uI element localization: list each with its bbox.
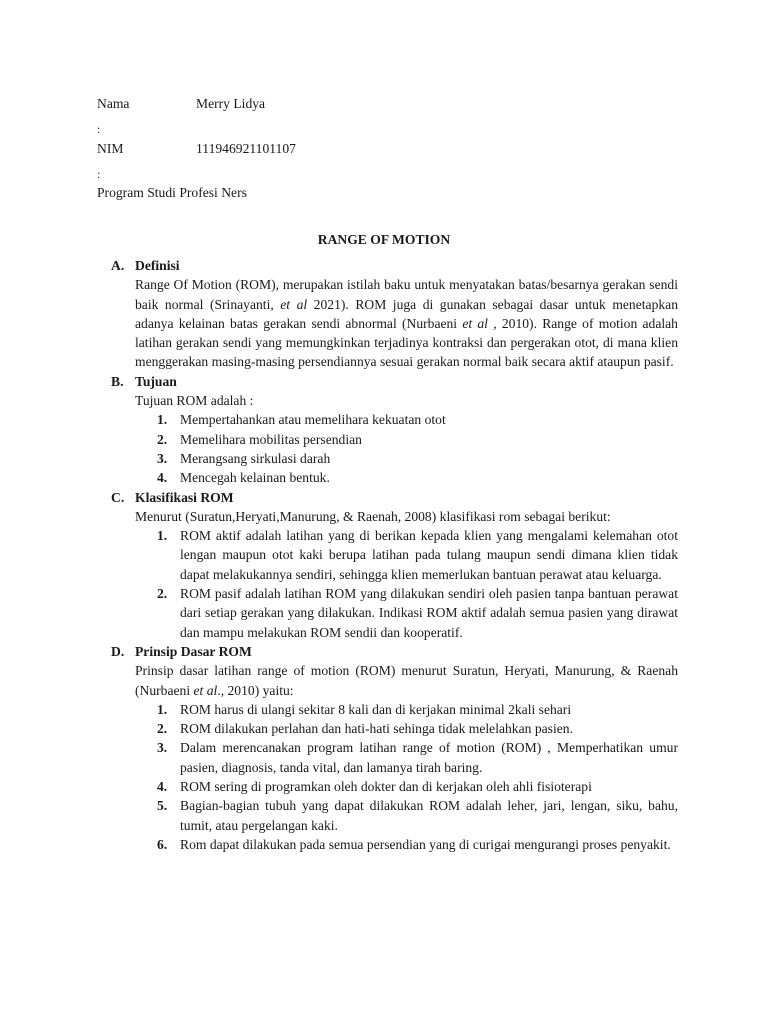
section-heading: [111, 372, 678, 391]
section-title: Klasifikasi ROM: [135, 489, 234, 505]
italic-run: et al: [193, 682, 218, 698]
list-number: 1.: [157, 412, 168, 428]
section-intro: [135, 661, 678, 700]
section-letter: D.: [111, 643, 125, 659]
section-heading: [111, 488, 678, 507]
tujuan-list: [135, 410, 678, 487]
list-text: ROM sering di programkan oleh dokter dan di kerjakan oleh ahli fisioterapi: [180, 779, 592, 795]
program-studi: Program Studi Profesi Ners: [97, 185, 247, 200]
text-run: , 2010). Range of motion adalah latihan gerakan sendi yang memungkinkan terjadinya kontraksi dan pergerakan otot, di mana klien menggerakan masing-masing persendiannya sesuai gerakan normal baik secara aktif ataupun pasif.: [135, 315, 678, 370]
section-title: Definisi: [135, 258, 180, 273]
list-text: Merangsang sirkulasi darah: [180, 450, 331, 466]
list-item: [135, 449, 678, 468]
nama-label: Nama: [97, 96, 130, 111]
list-number: 3.: [157, 450, 168, 466]
section-heading: [111, 256, 678, 275]
list-item: [135, 584, 678, 642]
list-number: 4.: [157, 470, 168, 486]
list-text: Bagian-bagian tubuh yang dapat dilakukan ROM adalah leher, jari, lengan, siku, bahu, tumit, atau pergelangan kaki.: [180, 798, 678, 833]
list-item: [135, 468, 678, 487]
section-title: Prinsip Dasar ROM: [135, 643, 252, 659]
list-item: [135, 430, 678, 449]
list-number: 6.: [157, 836, 168, 852]
list-item: [135, 410, 678, 429]
list-item: [135, 526, 678, 584]
text-run: ., 2010) yaitu:: [217, 682, 294, 698]
list-number: 2.: [157, 431, 168, 447]
section-letter: C.: [111, 489, 125, 505]
list-text: ROM harus di ulangi sekitar 8 kali dan di kerjakan minimal 2kali sehari: [180, 701, 572, 717]
text-run: Prinsip dasar latihan range of motion (ROM) menurut Suratun, Heryati, Manurung, & Raenah (Nurbaeni: [135, 663, 678, 698]
italic-run: et al: [462, 315, 488, 331]
list-text: Mempertahankan atau memelihara kekuatan otot: [180, 412, 446, 428]
colon-separator: :: [97, 122, 101, 136]
prinsip-list: [135, 700, 678, 854]
list-number: 1.: [157, 701, 168, 717]
colon-separator: :: [97, 167, 101, 181]
list-number: 1.: [157, 528, 168, 544]
list-text: Dalam merencanakan program latihan range of motion (ROM) , Memperhatikan umur pasien, diagnosis, tanda vital, dan lamanya tirah baring.: [180, 740, 678, 775]
list-item: [135, 796, 678, 835]
list-item: [135, 738, 678, 777]
section-letter: A.: [111, 258, 125, 273]
section-intro: Tujuan ROM adalah :: [135, 393, 254, 409]
nim-label: NIM: [97, 141, 124, 156]
nama-value: Merry Lidya: [196, 96, 266, 111]
list-number: 4.: [157, 779, 168, 795]
list-item: [135, 700, 678, 719]
section-definisi: [111, 256, 678, 372]
definisi-paragraph: [135, 275, 678, 371]
section-intro: Menurut (Suratun,Heryati,Manurung, & Raenah, 2008) klasifikasi rom sebagai berikut:: [135, 508, 611, 524]
document-title: RANGE OF MOTION: [317, 232, 451, 247]
list-item: [135, 835, 678, 854]
list-text: Rom dapat dilakukan pada semua persendian yang di curigai mengurangi proses penyakit.: [180, 836, 671, 852]
nim-value: 111946921101107: [196, 141, 296, 156]
list-text: ROM aktif adalah latihan yang di berikan kepada klien yang mengalami kelemahan otot lengan maupun otot kaki berupa latihan pada tulang maupun sendi dimana klien tidak dapat melakukannya sendiri, sehingga klien memerlukan bantuan perawat atau keluarga.: [180, 528, 678, 582]
section-letter: B.: [111, 373, 124, 389]
section-klasifikasi: [111, 488, 678, 642]
list-text: ROM pasif adalah latihan ROM yang dilakukan sendiri oleh pasien tanpa bantuan perawat dari setiap gerakan yang dilakukan. Indikasi ROM aktif adalah semua pasien yang dirawat dan mampu melakukan ROM sendii dan kooperatif.: [180, 586, 678, 640]
list-text: Memelihara mobilitas persendian: [180, 431, 362, 447]
list-text: Mencegah kelainan bentuk.: [180, 470, 330, 486]
text-run: 2021). ROM juga di gunakan sebagai dasar untuk menetapkan adanya kelainan batas gerakan sendi abnormal (Nurbaeni: [135, 296, 678, 331]
document-body: [111, 256, 678, 854]
section-title: Tujuan: [135, 373, 177, 389]
list-number: 2.: [157, 721, 168, 737]
list-number: 3.: [157, 740, 168, 756]
section-heading: [111, 642, 678, 661]
list-number: 2.: [157, 586, 168, 602]
list-number: 5.: [157, 798, 168, 814]
italic-run: et al: [280, 296, 308, 312]
section-prinsip-dasar: [111, 642, 678, 854]
list-text: ROM dilakukan perlahan dan hati-hati sehinga tidak melelahkan pasien.: [180, 721, 573, 737]
list-item: [135, 777, 678, 796]
section-tujuan: [111, 372, 678, 488]
text-run: Range Of Motion (ROM), merupakan istilah baku untuk menyatakan batas/besarnya gerakan sendi baik normal (Srinayanti,: [135, 277, 678, 312]
klasifikasi-list: [135, 526, 678, 642]
list-item: [135, 719, 678, 738]
